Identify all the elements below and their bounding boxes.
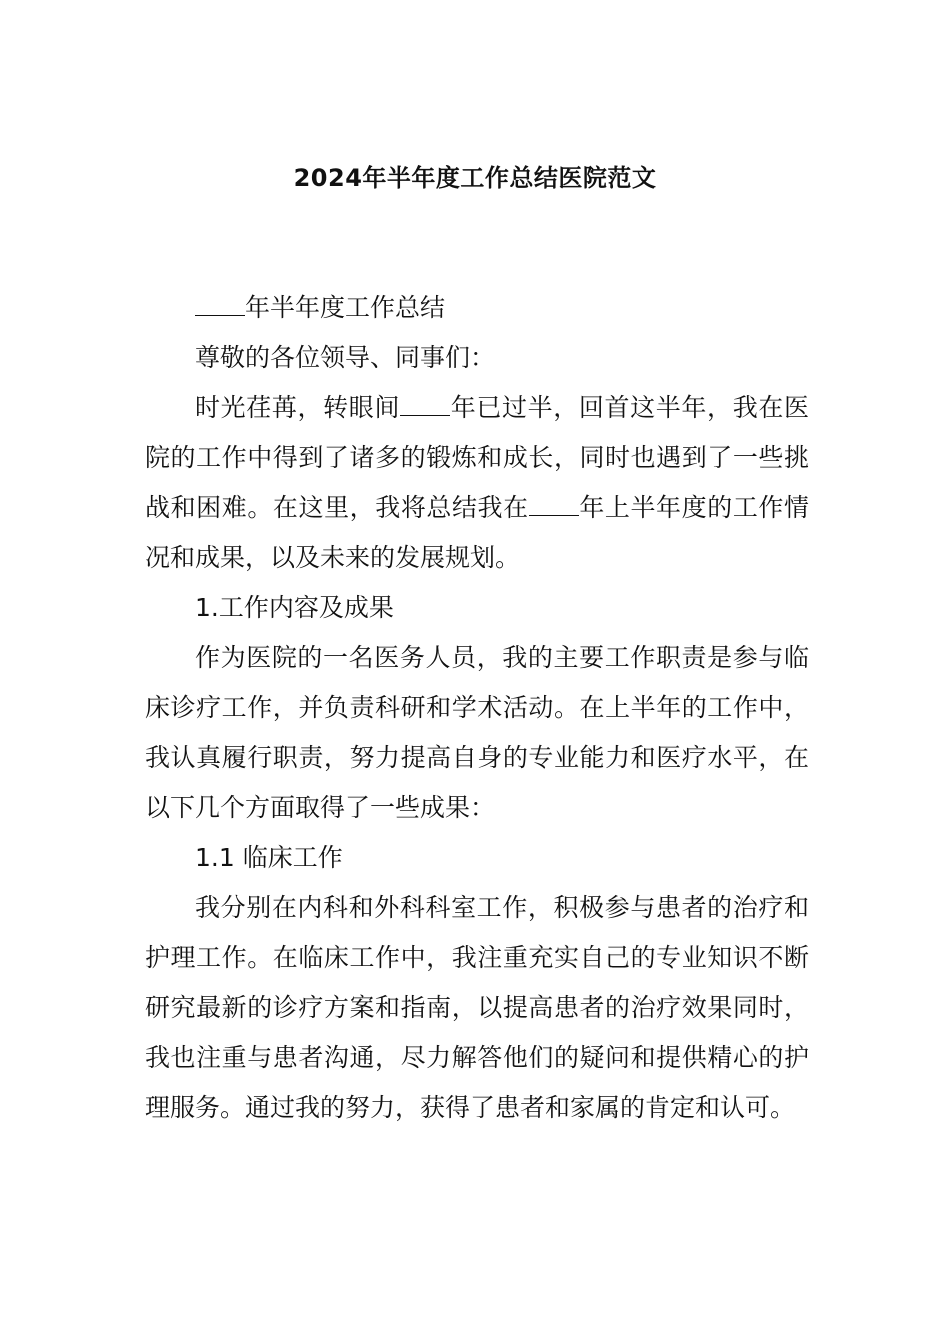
blank-line: [195, 295, 245, 316]
blank-line: [400, 395, 450, 416]
greeting: 尊敬的各位领导、同事们：: [195, 343, 496, 372]
blank-line: [529, 495, 579, 516]
subsection-heading: 1.1 临床工作: [195, 843, 343, 872]
section-heading: 1.工作内容及成果: [195, 593, 394, 622]
document-title: 2024年半年度工作总结医院范文: [293, 164, 657, 192]
report-heading: 年半年度工作总结: [145, 283, 809, 333]
subsection-paragraph: 我分别在内科和外科科室工作，积极参与患者的治疗和护理工作。在临床工作中，我注重充实自己的专业知识不断研究最新的诊疗方案和指南，以提高患者的治疗效果同时，我也注重与患者沟通，尽力解答他们的疑问和提供精心的护理服务。通过我的努力，获得了患者和家属的肯定和认可。: [145, 893, 809, 1122]
section-paragraph: 作为医院的一名医务人员，我的主要工作职责是参与临床诊疗工作，并负责科研和学术活动。在上半年的工作中，我认真履行职责，努力提高自身的专业能力和医疗水平，在以下几个方面取得了一些成果：: [145, 643, 809, 822]
intro-paragraph: 时光荏苒，转眼间 年已过半，回首这半年，我在医院的工作中得到了诸多的锻炼和成长，同时也遇到了一些挑战和困难。在这里，我将总结我在 年上半年度的工作情况和成果，以及未来的发展规划。: [145, 393, 809, 572]
document-body: [145, 283, 809, 1133]
